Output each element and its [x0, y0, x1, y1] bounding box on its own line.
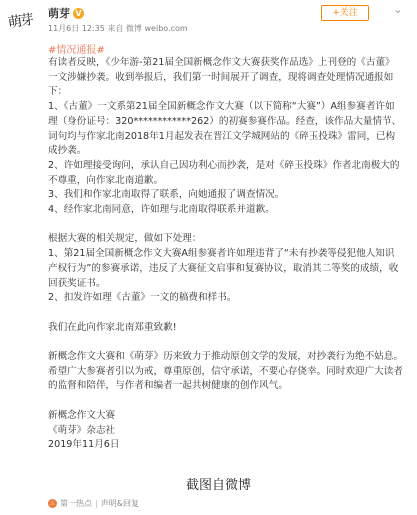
paragraph-gap: [48, 394, 404, 409]
paragraph-gap: [48, 335, 404, 350]
post-paragraph: 2、扣发许如理《古董》一文的稿费和样书。: [48, 292, 237, 304]
post-paragraph: 2019年11月6日: [48, 439, 120, 451]
post-meta: [48, 23, 188, 34]
post-footer: [48, 496, 139, 510]
post-paragraph: 新概念作文大赛: [48, 409, 116, 421]
avatar[interactable]: 萌芽: [7, 12, 34, 32]
post-paragraph: 1、《古董》一文系第21届全国新概念作文大赛（以下简称“大赛”）A组参赛者许如理（身份证号：320************262）的初赛参赛作品。经查，该作品大量情节、词句均与作家北南2018年1月起发表在晋江文学城网站的《碎玉投珠》雷同，已构成抄袭。: [48, 101, 402, 157]
watermark: 截图自微博: [186, 478, 252, 493]
author-row: [48, 5, 84, 21]
post-paragraph: 《萌芽》杂志社: [48, 424, 116, 436]
post-paragraph: 1、第21届全国新概念作文大赛A组参赛者许如理违背了“未有抄袭等侵犯他人知识产权行为”的参赛承诺，违反了大赛征文启事和复赛协议，取消其二等奖的成绩，收回获奖证书。: [48, 248, 399, 289]
post-paragraph: 4、经作家北南同意，许如理与北南取得联系并道歉。: [48, 204, 275, 216]
follow-button[interactable]: +关注: [321, 5, 369, 21]
verified-badge-icon: V: [73, 8, 84, 19]
topic-tag[interactable]: #情况通报#: [48, 45, 105, 56]
post-body: [48, 56, 404, 453]
paragraph-gap: [48, 306, 404, 321]
post-time[interactable]: 11月6日 12:35: [48, 24, 105, 33]
post-paragraph: 新概念作文大赛和《萌芽》历来致力于推动原创文学的发展，对抄袭行为绝不姑息。希望广大参赛者引以为戒，尊重原创，信守承诺，不要心存侥幸。同时欢迎广大读者的监督和陪伴，与作者和编者一起共树健康的创作风气。: [48, 351, 403, 392]
post-paragraph: 2、许如理接受询问，承认自己因功利心而抄袭，是对《碎玉投珠》作者北南极大的不尊重，向作家北南道歉。: [48, 159, 400, 186]
source-link[interactable]: 微博 weibo.com: [125, 24, 188, 33]
account-name[interactable]: 萌芽: [48, 7, 70, 20]
chevron-down-icon[interactable]: ⌄: [393, 3, 403, 16]
post-paragraph: 3、我们和作家北南取得了联系，向她通报了调查情况。: [48, 189, 285, 201]
paragraph-gap: [48, 218, 404, 233]
post-paragraph: 有读者反映，《少年游-第21届全国新概念作文大赛获奖作品选》上刊登的《古董》一文涉嫌抄袭。收到举报后，我们第一时间展开了调查，现将调查处理情况通报如下：: [48, 57, 395, 98]
footer-separator: |: [95, 498, 98, 508]
post-paragraph: 我们在此向作家北南郑重致歉!: [48, 321, 177, 333]
fire-icon: ♨: [49, 499, 56, 507]
post-header: [0, 0, 417, 40]
statement-link[interactable]: 声明&回复: [100, 498, 139, 508]
post-paragraph: 根据大赛的相关规定，做如下处理：: [48, 233, 202, 245]
hot-label[interactable]: 第一热点: [60, 498, 92, 508]
source-prefix: 来自: [107, 24, 124, 33]
